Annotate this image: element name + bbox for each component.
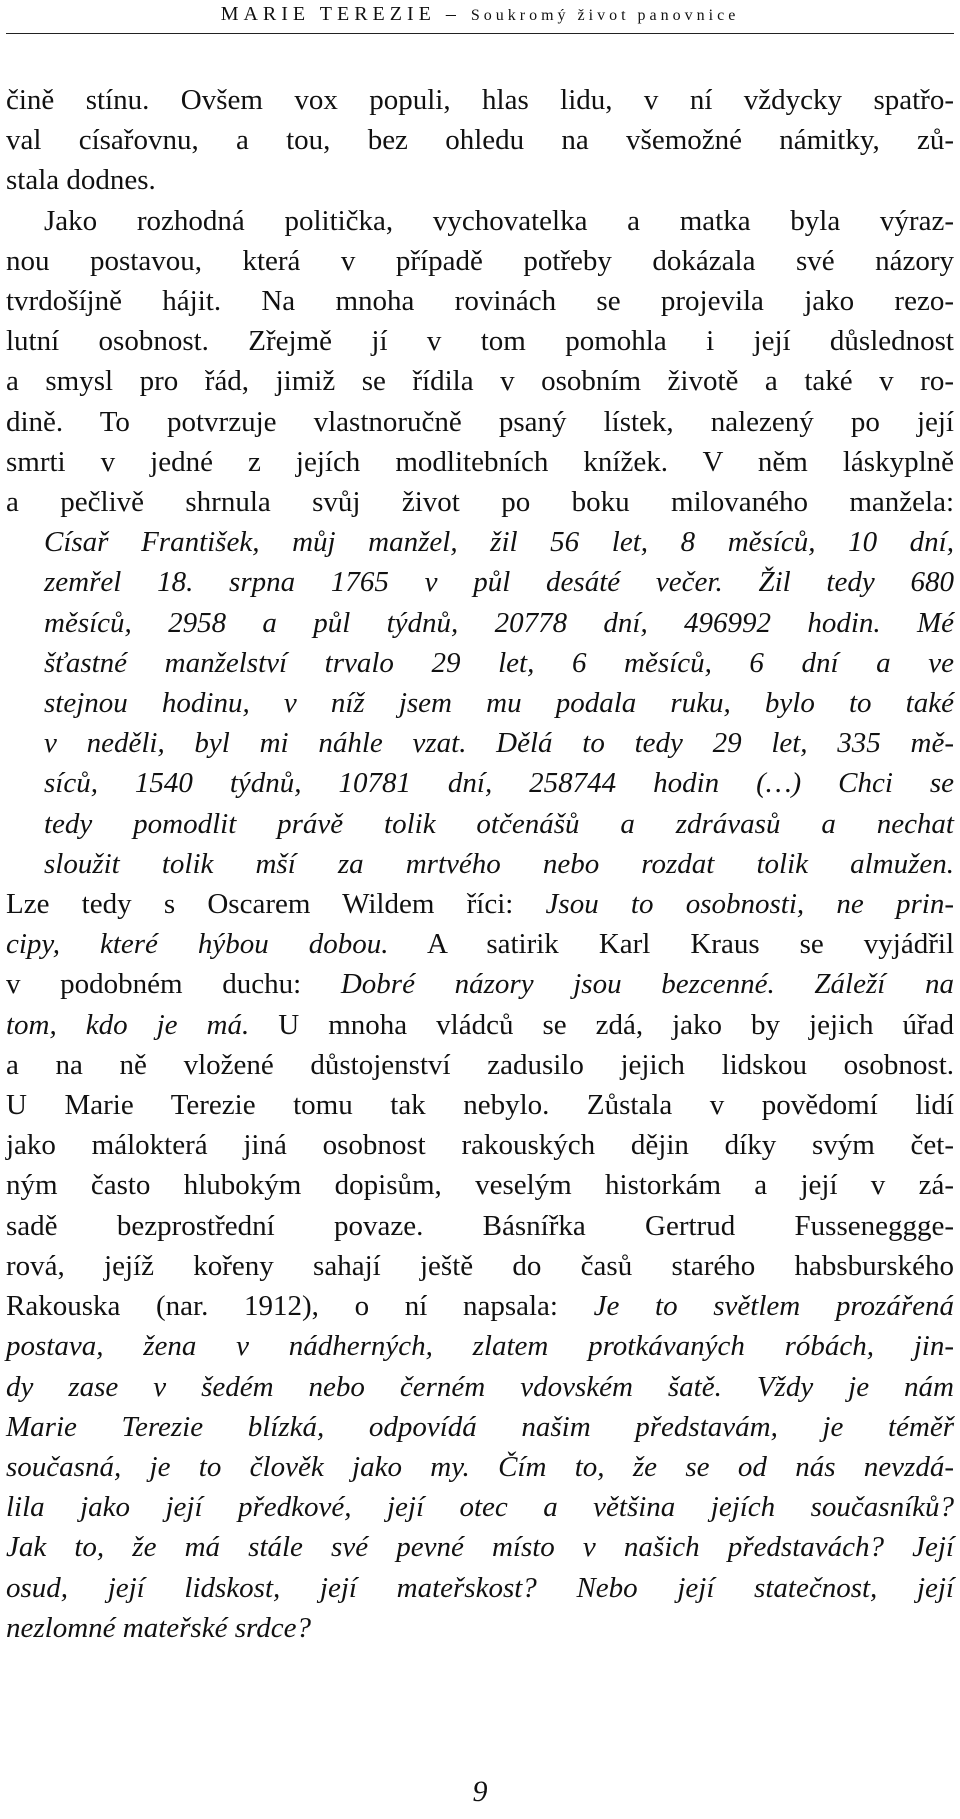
text-line <box>6 924 954 964</box>
text-segment: A satirik Karl Kraus se vyjádřil <box>388 928 954 961</box>
quote-line: zemřel 18. srpna 1765 v půl desáté večer. Žil tedy 680 <box>44 566 954 599</box>
text-line: postava, žena v nádherných, zlatem protkávaných róbách, jin- <box>6 1330 954 1363</box>
text-line: osud, její lidskost, její mateřskost? Nebo její statečnost, její <box>6 1571 954 1604</box>
quote-line: tedy pomodlit právě tolik otčenášů a zdrávasů a nechat <box>44 807 954 840</box>
quote-line: šťastné manželství trvalo 29 let, 6 měsíců, 6 dní a ve <box>44 646 954 679</box>
text-line: Marie Terezie blízká, odpovídá našim představám, je téměř <box>6 1410 954 1443</box>
quote-line: stejnou hodinu, v níž jsem mu podala ruku, bylo to také <box>44 687 954 720</box>
text-line: nou postavou, která v případě potřeby dokázala své názory <box>6 244 954 277</box>
text-line: ným často hlubokým dopisům, veselým historkám a její v zá- <box>6 1169 954 1202</box>
text-segment: Lze tedy s Oscarem Wildem říci: <box>6 888 546 921</box>
text-line: sadě bezprostřední povaze. Básnířka Gertrud Fusseneggge- <box>6 1209 954 1242</box>
italic-segment: Jsou to osobnosti, ne prin- <box>545 888 954 921</box>
header-rule <box>6 33 954 34</box>
text-line: lila jako její předkové, její otec a většina jejích současníků? <box>6 1491 954 1524</box>
running-header <box>0 0 960 30</box>
text-segment: Rakouska (nar. 1912), o ní napsala: <box>6 1290 594 1323</box>
text-line: Jak to, že má stále své pevné místo v našich představách? Její <box>6 1531 954 1564</box>
text-line <box>6 964 954 1004</box>
text-line: stala dodnes. <box>6 164 156 197</box>
text-line: val císařovnu, a tou, bez ohledu na všemožné námitky, zů- <box>6 124 954 157</box>
text-line: lutní osobnost. Zřejmě jí v tom pomohla i její důslednost <box>6 325 954 358</box>
text-line: U Marie Terezie tomu tak nebylo. Zůstala v povědomí lidí <box>6 1089 954 1122</box>
text-line: dy zase v šedém nebo černém vdovském šatě. Vždy je nám <box>6 1370 954 1403</box>
italic-segment: cipy, které hýbou dobou. <box>6 928 389 961</box>
italic-segment: Dobré názory jsou bezcenné. Záleží na <box>340 968 954 1001</box>
quote-line: Císař František, můj manžel, žil 56 let, 8 měsíců, 10 dní, <box>44 526 954 559</box>
text-line: dině. To potvrzuje vlastnoručně psaný lístek, nalezený po její <box>6 405 954 438</box>
header-title: MARIE TEREZIE <box>220 3 436 25</box>
text-line: současná, je to člověk jako my. Čím to, že se od nás nevzdá- <box>6 1450 954 1483</box>
header-dash: – <box>435 3 471 25</box>
text-line: a pečlivě shrnula svůj život po boku milovaného manžela: <box>6 486 954 519</box>
text-segment: U mnoha vládců se zdá, jako by jejich úřad <box>249 1008 954 1041</box>
quote-line: měsíců, 2958 a půl týdnů, 20778 dní, 496992 hodin. Mé <box>44 606 954 639</box>
text-line: jako málokterá jiná osobnost rakouských dějin díky svým čet- <box>6 1129 954 1162</box>
text-line <box>6 884 954 924</box>
text-line: tvrdošíjně hájit. Na mnoha rovinách se projevila jako rezo- <box>6 285 954 318</box>
text-line <box>6 1286 954 1326</box>
italic-segment: Je to světlem prozářená <box>593 1290 954 1323</box>
text-segment: v podobném duchu: <box>6 968 341 1001</box>
quote-line: v neděli, byl mi náhle vzat. Dělá to tedy 29 let, 335 mě- <box>44 727 954 760</box>
text-line: nezlomné mateřské srdce? <box>6 1611 311 1644</box>
header-subtitle: Soukromý život panovnice <box>470 7 740 24</box>
page-number: 9 <box>472 1775 488 1808</box>
text-line <box>6 1005 954 1045</box>
body-text <box>6 80 954 1648</box>
quote-line: sloužit tolik mší za mrtvého nebo rozdat tolik almužen. <box>44 847 954 880</box>
italic-segment: tom, kdo je má. <box>6 1008 250 1041</box>
text-line: rová, jejíž kořeny sahají ještě do časů starého habsburského <box>6 1249 954 1282</box>
text-line: čině stínu. Ovšem vox populi, hlas lidu, v ní vždycky spatřo- <box>6 84 954 116</box>
text-line: a smysl pro řád, jimiž se řídila v osobním životě a také v ro- <box>6 365 954 398</box>
text-line: Jako rozhodná politička, vychovatelka a matka byla výraz- <box>44 204 954 237</box>
text-line: smrti v jedné z jejích modlitebních knížek. V něm láskyplně <box>6 445 954 478</box>
text-line: a na ně vložené důstojenství zadusilo jejich lidskou osobnost. <box>6 1048 954 1081</box>
quote-line: síců, 1540 týdnů, 10781 dní, 258744 hodin (…) Chci se <box>44 767 954 800</box>
